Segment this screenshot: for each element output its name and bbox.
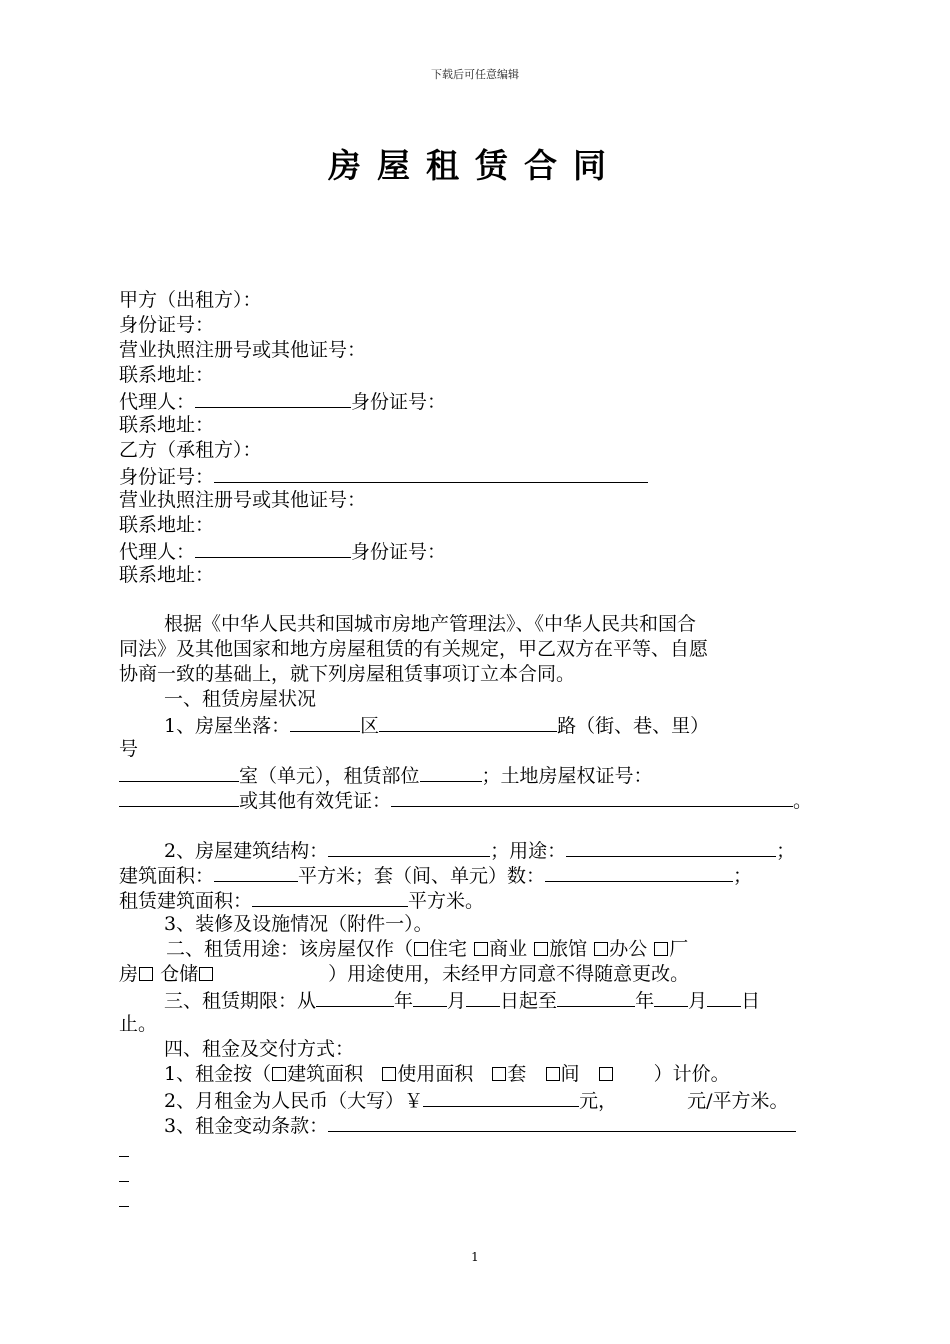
rent-change-blank-3[interactable] xyxy=(119,1187,129,1207)
party-a-address: 联系地址： xyxy=(119,364,215,386)
party-b-id: 身份证号： xyxy=(119,463,648,488)
party-a-agent-blank[interactable] xyxy=(195,388,351,408)
section-2-usage: 二、租赁用途：该房屋仅作（ 住宅 商业 旅馆 办公 厂 xyxy=(166,938,689,960)
intro-line-3: 协商一致的基础上，就下列房屋租赁事项订立本合同。 xyxy=(119,663,576,685)
section-1-room: 室（单元），租赁部位 ；土地房屋权证号： xyxy=(119,762,653,787)
page-number: 1 xyxy=(471,1250,479,1264)
rent-change-line-2 xyxy=(119,1162,129,1187)
rent-part-blank[interactable] xyxy=(420,762,482,782)
section-1-area: 建筑面积： 平方米；套（间、单元）数： ； xyxy=(119,862,752,887)
suite-count-blank[interactable] xyxy=(545,862,733,882)
end-month-blank[interactable] xyxy=(654,987,688,1007)
rent-change-line-1 xyxy=(119,1137,129,1162)
section-1-item-1: 1、房屋坐落： 区 路（街、巷、里） xyxy=(164,712,709,737)
section-2-usage-cont: 房 仓储 ）用途使用，未经甲方同意不得随意更改。 xyxy=(119,963,690,985)
office-checkbox[interactable] xyxy=(594,942,608,956)
party-a-license: 营业执照注册号或其他证号： xyxy=(119,339,367,361)
other-unit-checkbox[interactable] xyxy=(599,1067,613,1081)
section-1-item-2: 2、房屋建筑结构： ；用途： ； xyxy=(164,837,795,862)
room-checkbox[interactable] xyxy=(546,1067,560,1081)
section-4-heading: 四、租金及交付方式： xyxy=(164,1038,355,1060)
section-1-number: 号 xyxy=(119,738,139,760)
hotel-checkbox[interactable] xyxy=(534,942,548,956)
rent-change-blank[interactable] xyxy=(328,1112,796,1132)
rent-change-blank-1[interactable] xyxy=(119,1137,129,1157)
residence-checkbox[interactable] xyxy=(414,942,428,956)
section-4-item-2: 2、月租金为人民币（大写）￥ 元， 元/平方米。 xyxy=(164,1087,789,1112)
section-1-other-cert: 或其他有效凭证： 。 xyxy=(119,787,812,812)
section-4-item-1: 1、租金按（ 建筑面积 使用面积 套 间 ）计价。 xyxy=(164,1063,730,1085)
party-b-agent-address: 联系地址： xyxy=(119,564,215,586)
start-year-blank[interactable] xyxy=(316,987,394,1007)
commerce-checkbox[interactable] xyxy=(474,942,488,956)
document-title: 房屋租赁合同 xyxy=(328,146,622,185)
party-b-agent: 代理人： 身份证号： xyxy=(119,538,446,563)
party-b-heading: 乙方（承租方）： xyxy=(119,439,262,461)
rent-area-blank[interactable] xyxy=(252,887,408,907)
section-1-item-3: 3、装修及设施情况（附件一）。 xyxy=(164,913,433,935)
section-1-rent-area: 租赁建筑面积： 平方米。 xyxy=(119,887,484,912)
area-blank[interactable] xyxy=(214,862,298,882)
party-a-agent-address: 联系地址： xyxy=(119,414,215,436)
monthly-rent-blank[interactable] xyxy=(423,1087,579,1107)
party-b-address: 联系地址： xyxy=(119,514,215,536)
party-b-agent-blank[interactable] xyxy=(195,538,351,558)
section-3-end: 止。 xyxy=(119,1013,158,1035)
district-blank[interactable] xyxy=(290,712,360,732)
suite-checkbox[interactable] xyxy=(492,1067,506,1081)
factory-checkbox[interactable] xyxy=(654,942,668,956)
start-month-blank[interactable] xyxy=(413,987,447,1007)
building-area-checkbox[interactable] xyxy=(272,1067,286,1081)
party-a-agent: 代理人： 身份证号： xyxy=(119,388,446,413)
usable-area-checkbox[interactable] xyxy=(382,1067,396,1081)
other-cert-blank[interactable] xyxy=(391,787,793,807)
rent-change-blank-2[interactable] xyxy=(119,1162,129,1182)
intro-line-1: 根据《中华人民共和国城市房地产管理法》、《中华人民共和国合 xyxy=(164,613,697,635)
rent-change-line-3 xyxy=(119,1187,129,1212)
intro-line-2: 同法》及其他国家和地方房屋租赁的有关规定，甲乙双方在平等、自愿 xyxy=(119,638,709,660)
section-1-heading: 一、租赁房屋状况 xyxy=(164,688,317,710)
header-note: 下载后可任意编辑 xyxy=(431,68,519,81)
party-b-license: 营业执照注册号或其他证号： xyxy=(119,489,367,511)
structure-blank[interactable] xyxy=(328,837,490,857)
usage-blank[interactable] xyxy=(566,837,776,857)
party-a-heading: 甲方（出租方）： xyxy=(119,289,262,311)
end-year-blank[interactable] xyxy=(557,987,635,1007)
factory-checkbox-2[interactable] xyxy=(139,967,153,981)
road-blank[interactable] xyxy=(379,712,557,732)
storage-checkbox[interactable] xyxy=(199,967,213,981)
end-day-blank[interactable] xyxy=(707,987,741,1007)
party-a-id: 身份证号： xyxy=(119,314,215,336)
cert-number-blank[interactable] xyxy=(119,787,239,807)
party-b-id-blank[interactable] xyxy=(214,463,648,483)
section-3-term: 三、租赁期限：从 年 月 日起至 年 月 日 xyxy=(164,987,760,1012)
start-day-blank[interactable] xyxy=(466,987,500,1007)
room-blank[interactable] xyxy=(119,762,239,782)
section-4-item-3: 3、租金变动条款： xyxy=(164,1112,796,1137)
